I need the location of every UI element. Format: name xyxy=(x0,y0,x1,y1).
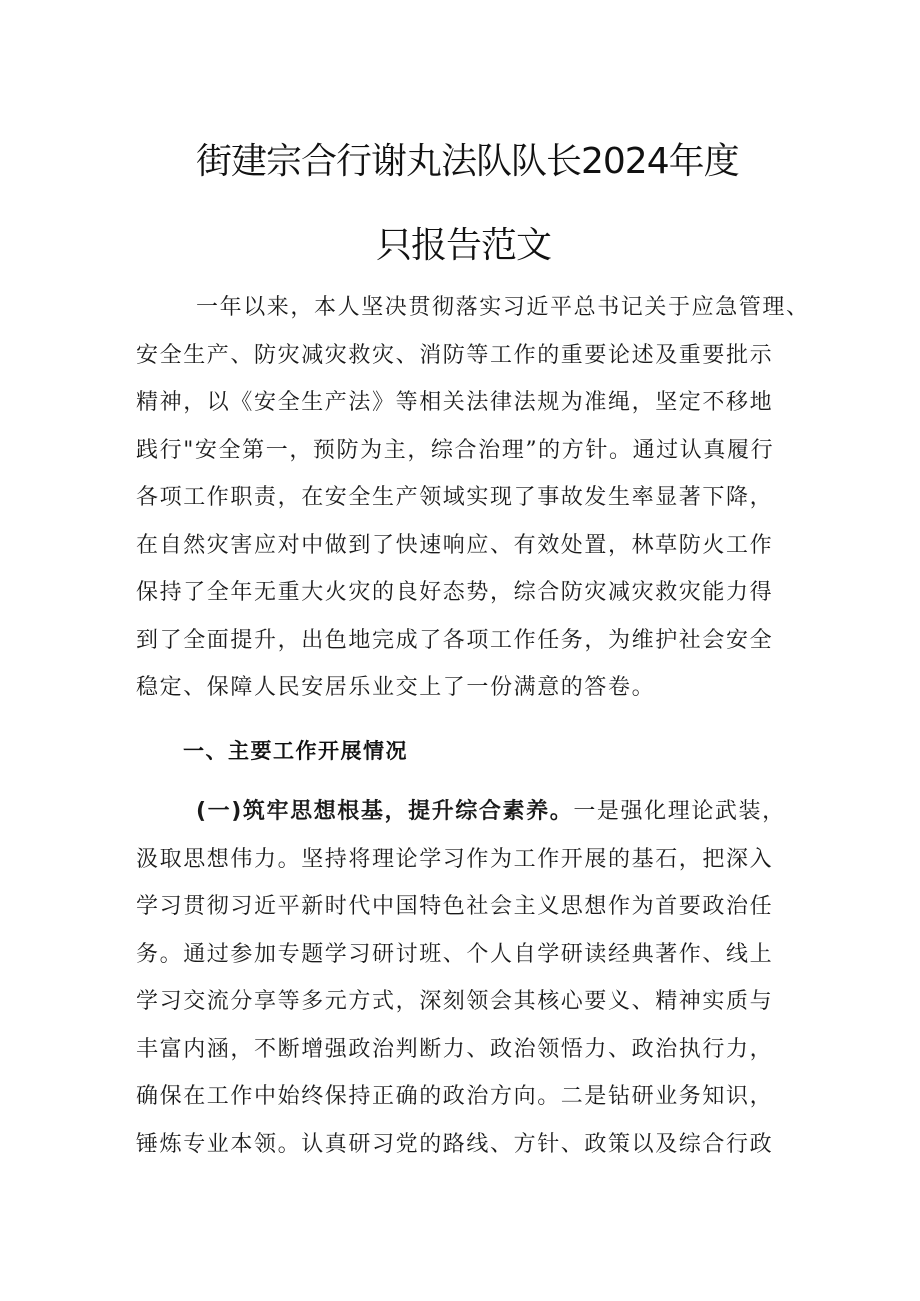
paragraph-line: 汲取思想伟力。坚持将理论学习作为工作开展的基石，把深入 xyxy=(136,846,774,872)
paragraph-line: 践行"安全第一，预防为主，综合治理”的方针。通过认真履行 xyxy=(136,437,775,463)
paragraph-line: 各项工作职责，在安全生产领域实现了事故发生率显著下降， xyxy=(136,485,774,510)
paragraph-line: 学习贯彻习近平新时代中国特色社会主义思想作为首要政治任 xyxy=(136,894,774,919)
paragraph-line: 锤炼专业本领。认真研习党的路线、方针、政策以及综合行政 xyxy=(136,1131,774,1157)
paragraph-line: 精神，以《安全生产法》等相关法律法规为准绳，坚定不移地 xyxy=(136,390,774,415)
paragraph-line: 学习交流分享等多元方式，深刻领会其核心要义、精神实质与 xyxy=(136,989,774,1014)
paragraph-line: 在自然灾害应对中做到了快速响应、有效处置，林草防火工作 xyxy=(136,532,774,558)
paragraph-line: 稳定、保障人民安居乐业交上了一份满意的答卷。 xyxy=(136,675,656,700)
document-title-line-1: 街建宗合行谢丸法队队长2024年度 xyxy=(196,141,739,182)
paragraph-line: 到了全面提升，出色地完成了各项工作任务，为维护社会安全 xyxy=(136,627,774,653)
paragraph-line: 丰富内涵，不断增强政治判断力、政治领悟力、政治执行力， xyxy=(136,1036,774,1062)
paragraph-line: 务。通过参加专题学习研讨班、个人自学研读经典著作、线上 xyxy=(136,941,774,967)
paragraph-line: 保持了全年无重大火灾的良好态势，综合防灾减灾救灾能力得 xyxy=(136,580,774,605)
paragraph-first-line xyxy=(136,788,796,836)
section-heading: 一、主要工作开展情况 xyxy=(183,739,408,763)
paragraph-line: 安全生产、防灾减灾救灾、消防等工作的重要论述及重要批示 xyxy=(136,342,774,368)
paragraph-line: 确保在工作中始终保持正确的政治方向。二是钻研业务知识， xyxy=(136,1084,774,1109)
paragraph-line: 一年以来，本人坚决贯彻落实习近平总书记关于应急管理、 xyxy=(196,295,810,320)
paragraph-first-line-text: 一是强化理论武装， xyxy=(573,799,786,824)
document-title-line-2: 只报告范文 xyxy=(376,225,552,266)
paragraph-lead-heading: (一)筑牢思想根基，提升综合素养。 xyxy=(196,799,574,824)
intro-paragraph xyxy=(136,284,810,712)
section-paragraph xyxy=(136,788,796,1168)
